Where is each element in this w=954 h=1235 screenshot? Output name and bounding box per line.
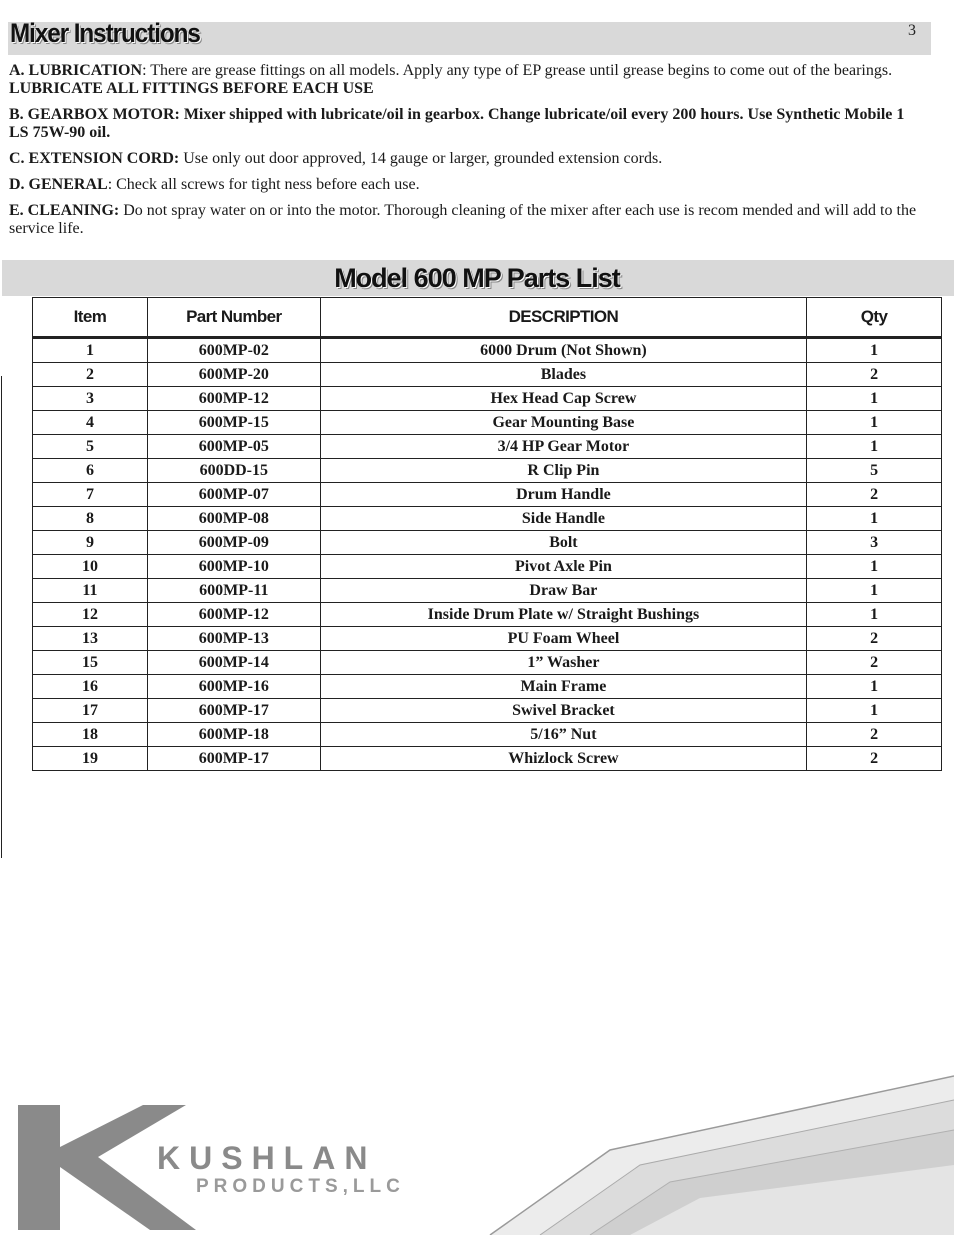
table-row bbox=[33, 603, 942, 627]
cell-item: 13 bbox=[33, 627, 148, 651]
cell-description: PU Foam Wheel bbox=[320, 627, 806, 651]
instruction-label: C. EXTENSION CORD: bbox=[9, 150, 180, 167]
cell-description: Side Handle bbox=[320, 507, 806, 531]
instruction-text: Use only out door approved, 14 gauge or larger, grounded extension cords. bbox=[179, 150, 663, 167]
cell-qty: 2 bbox=[807, 627, 942, 651]
instruction-text: : Check all screws for tight ness before each use. bbox=[107, 176, 420, 193]
cell-description: Bolt bbox=[320, 531, 806, 555]
cell-description: 5/16” Nut bbox=[320, 723, 806, 747]
cell-description: Inside Drum Plate w/ Straight Bushings bbox=[320, 603, 806, 627]
cell-part-number: 600MP-14 bbox=[147, 651, 320, 675]
logo-subtitle: PRODUCTS,LLC bbox=[196, 1176, 405, 1197]
cell-part-number: 600DD-15 bbox=[147, 459, 320, 483]
cell-item: 9 bbox=[33, 531, 148, 555]
cell-qty: 2 bbox=[807, 747, 942, 771]
cell-part-number: 600MP-20 bbox=[147, 363, 320, 387]
parts-table bbox=[32, 297, 942, 771]
cell-item: 3 bbox=[33, 387, 148, 411]
cell-qty: 1 bbox=[807, 435, 942, 459]
instruction-emphasis: LUBRICATE ALL FITTINGS BEFORE EACH USE bbox=[9, 80, 374, 97]
cell-part-number: 600MP-05 bbox=[147, 435, 320, 459]
instruction-gearbox-motor bbox=[9, 106, 919, 142]
cell-item: 4 bbox=[33, 411, 148, 435]
instructions-section bbox=[9, 62, 919, 246]
cell-item: 12 bbox=[33, 603, 148, 627]
cell-qty: 1 bbox=[807, 387, 942, 411]
instruction-text: Do not spray water on or into the motor. Thorough cleaning of the mixer after each use is recom mended and will add to the service life. bbox=[9, 202, 917, 237]
cell-part-number: 600MP-09 bbox=[147, 531, 320, 555]
cell-item: 16 bbox=[33, 675, 148, 699]
instruction-label: D. GENERAL bbox=[9, 176, 108, 193]
cell-item: 18 bbox=[33, 723, 148, 747]
table-row bbox=[33, 555, 942, 579]
table-row bbox=[33, 363, 942, 387]
cell-qty: 1 bbox=[807, 411, 942, 435]
cell-item: 19 bbox=[33, 747, 148, 771]
instruction-label: E. CLEANING: bbox=[9, 202, 120, 219]
cell-item: 2 bbox=[33, 363, 148, 387]
table-row bbox=[33, 627, 942, 651]
cell-description: 6000 Drum (Not Shown) bbox=[320, 338, 806, 363]
cell-part-number: 600MP-02 bbox=[147, 338, 320, 363]
cell-part-number: 600MP-17 bbox=[147, 747, 320, 771]
table-row bbox=[33, 579, 942, 603]
cell-description: Whizlock Screw bbox=[320, 747, 806, 771]
cell-qty: 1 bbox=[807, 507, 942, 531]
cell-qty: 2 bbox=[807, 723, 942, 747]
cell-description: Gear Mounting Base bbox=[320, 411, 806, 435]
table-row bbox=[33, 699, 942, 723]
cell-item: 17 bbox=[33, 699, 148, 723]
cell-description: R Clip Pin bbox=[320, 459, 806, 483]
logo-name: KUSHLAN bbox=[157, 1140, 377, 1176]
cell-part-number: 600MP-17 bbox=[147, 699, 320, 723]
cell-qty: 2 bbox=[807, 363, 942, 387]
parts-table-body bbox=[33, 338, 942, 771]
cell-description: Drum Handle bbox=[320, 483, 806, 507]
parts-list-title: Model 600 MP Parts List bbox=[334, 263, 620, 293]
cell-item: 7 bbox=[33, 483, 148, 507]
column-header-item: Item bbox=[33, 298, 148, 338]
decorative-swoosh bbox=[480, 1070, 954, 1235]
column-header-part-number: Part Number bbox=[147, 298, 320, 338]
instruction-cleaning bbox=[9, 202, 919, 238]
table-row bbox=[33, 531, 942, 555]
cell-item: 5 bbox=[33, 435, 148, 459]
cell-item: 15 bbox=[33, 651, 148, 675]
cell-description: 1” Washer bbox=[320, 651, 806, 675]
table-row bbox=[33, 459, 942, 483]
column-header-description: DESCRIPTION bbox=[320, 298, 806, 338]
cell-part-number: 600MP-10 bbox=[147, 555, 320, 579]
instruction-lubrication bbox=[9, 62, 919, 98]
instruction-general bbox=[9, 176, 919, 194]
cell-item: 6 bbox=[33, 459, 148, 483]
cell-item: 1 bbox=[33, 338, 148, 363]
table-row bbox=[33, 411, 942, 435]
cell-qty: 1 bbox=[807, 675, 942, 699]
cell-part-number: 600MP-16 bbox=[147, 675, 320, 699]
cell-qty: 3 bbox=[807, 531, 942, 555]
cell-description: 3/4 HP Gear Motor bbox=[320, 435, 806, 459]
cell-description: Draw Bar bbox=[320, 579, 806, 603]
table-row bbox=[33, 483, 942, 507]
cell-part-number: 600MP-12 bbox=[147, 387, 320, 411]
instruction-text: : There are grease fittings on all models. Apply any type of EP grease until grease begins to come out of the bearings. bbox=[142, 62, 893, 79]
cell-qty: 1 bbox=[807, 603, 942, 627]
margin-rule bbox=[1, 376, 2, 858]
cell-part-number: 600MP-13 bbox=[147, 627, 320, 651]
table-row bbox=[33, 435, 942, 459]
cell-qty: 2 bbox=[807, 651, 942, 675]
page-number: 3 bbox=[908, 22, 916, 39]
cell-description: Swivel Bracket bbox=[320, 699, 806, 723]
table-row bbox=[33, 507, 942, 531]
cell-part-number: 600MP-12 bbox=[147, 603, 320, 627]
instruction-label: A. LUBRICATION bbox=[9, 62, 143, 79]
table-row bbox=[33, 338, 942, 363]
cell-description: Pivot Axle Pin bbox=[320, 555, 806, 579]
table-row bbox=[33, 747, 942, 771]
column-header-qty: Qty bbox=[807, 298, 942, 338]
cell-part-number: 600MP-08 bbox=[147, 507, 320, 531]
instruction-extension-cord bbox=[9, 150, 919, 168]
page-title: Mixer Instructions bbox=[10, 18, 200, 48]
table-row bbox=[33, 651, 942, 675]
cell-description: Main Frame bbox=[320, 675, 806, 699]
cell-qty: 1 bbox=[807, 579, 942, 603]
table-header-row bbox=[33, 298, 942, 338]
cell-description: Hex Head Cap Screw bbox=[320, 387, 806, 411]
cell-qty: 1 bbox=[807, 555, 942, 579]
cell-part-number: 600MP-07 bbox=[147, 483, 320, 507]
table-row bbox=[33, 387, 942, 411]
cell-qty: 2 bbox=[807, 483, 942, 507]
cell-item: 8 bbox=[33, 507, 148, 531]
cell-description: Blades bbox=[320, 363, 806, 387]
cell-part-number: 600MP-11 bbox=[147, 579, 320, 603]
cell-item: 11 bbox=[33, 579, 148, 603]
cell-part-number: 600MP-18 bbox=[147, 723, 320, 747]
cell-qty: 5 bbox=[807, 459, 942, 483]
cell-part-number: 600MP-15 bbox=[147, 411, 320, 435]
table-row bbox=[33, 723, 942, 747]
instruction-text: B. GEARBOX MOTOR: Mixer shipped with lubricate/oil in gearbox. Change lubricate/oil every 200 hours. Use Synthetic Mobile 1 LS 75W-90 oil. bbox=[9, 106, 905, 141]
cell-qty: 1 bbox=[807, 338, 942, 363]
table-row bbox=[33, 675, 942, 699]
cell-qty: 1 bbox=[807, 699, 942, 723]
cell-item: 10 bbox=[33, 555, 148, 579]
